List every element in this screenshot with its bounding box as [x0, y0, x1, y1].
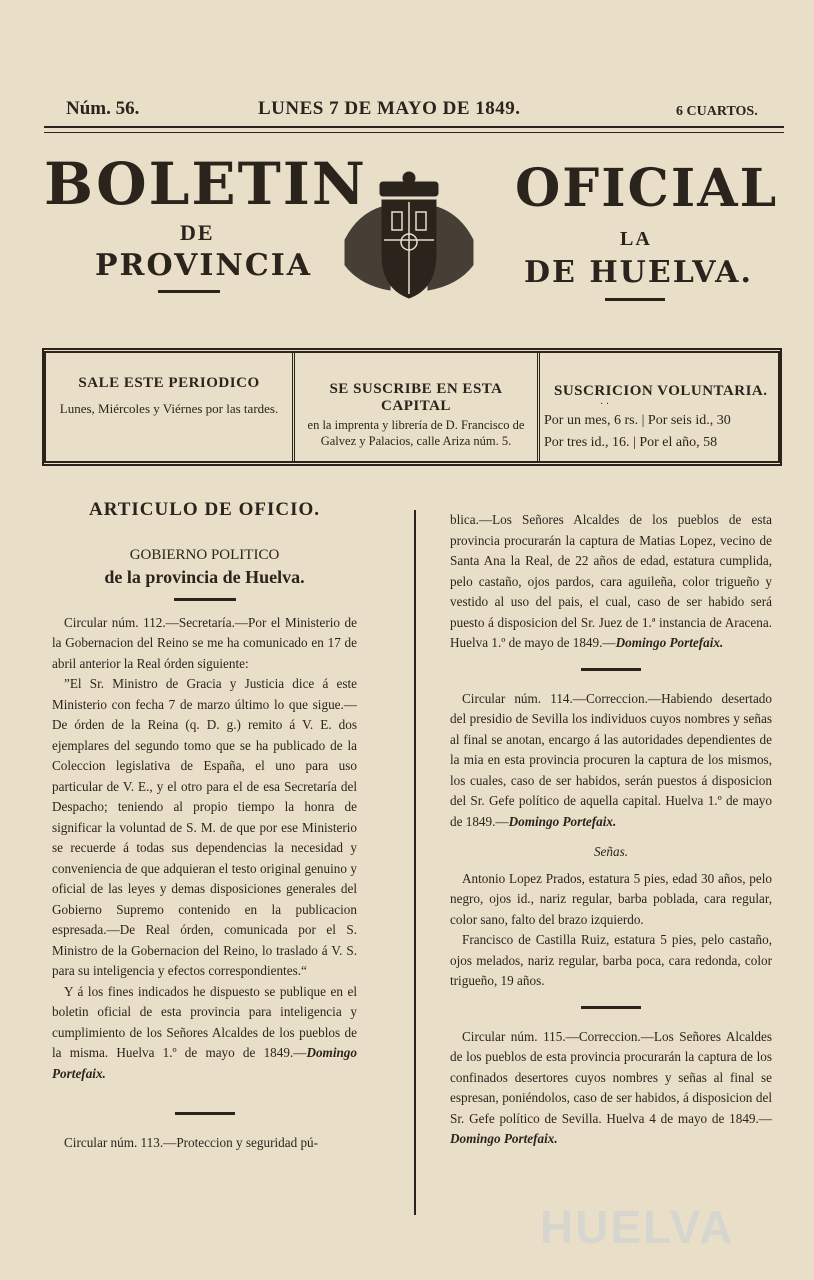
separator: [175, 1112, 235, 1115]
circular-114: [450, 689, 772, 833]
signature: Domingo Portefaix.: [450, 1131, 558, 1146]
subscribe-location-text: en la imprenta y librería de D. Francisco de Galvez y Palacios, calle Ariza núm. 5.: [307, 418, 525, 448]
separator: [581, 668, 641, 671]
circular-115: [450, 1027, 772, 1150]
masthead-de: DE: [180, 220, 215, 245]
subscription-prices-title: SUSCRICION VOLUNTARIA.: [554, 383, 768, 399]
signature: Domingo Portefaix.: [52, 1045, 357, 1081]
price-row-2: Por tres id., 16. | Por el año, 58: [544, 435, 718, 450]
masthead-bar-right: [605, 298, 665, 301]
subscribe-location-cell: [295, 353, 540, 461]
circular-112-closing: [52, 982, 357, 1085]
subscription-prices-cell: [540, 353, 780, 461]
senas-heading: Señas.: [593, 844, 629, 859]
section-heading: ARTICULO DE OFICIO.: [88, 499, 321, 520]
masthead-huelva: DE HUELVA.: [524, 255, 753, 290]
masthead-oficial: OFICIAL: [515, 158, 779, 219]
circular-113-text: blica.—Los Señores Alcaldes de los pueblos de esta provincia procurarán la captura de Matias Lopez, vecino de Santa Ana la Real, de 22 años de edad, estatura cumplida, pelo castaño, ojos pardos, cara aguileña, color trigueño y vestido al uso del pais, el cual, caso de ser habido será puesto á disposicion del Sr. Juez de 1.ª instancia de Aracena. Huelva 1.º de mayo de 1849.—: [450, 512, 772, 650]
library-watermark: HUELVA: [540, 1201, 735, 1253]
right-column: [450, 510, 772, 1150]
masthead-la: LA: [620, 228, 652, 250]
issue-date: LUNES 7 DE MAYO DE 1849.: [258, 98, 521, 119]
circular-114-text: Circular núm. 114.—Correccion.—Habiendo desertado del presidio de Sevilla los individuos cuyos nombres y señas al final se anotan, encargo á las autoridades dependientes de la mia en esta provincia procuren la captura de los mismos, los cuales, caso de ser habidos, serán puestos á disposicion del Sr. Gefe político de aquella capital. Huelva 1.º de mayo de 1849.—: [450, 690, 772, 829]
circular-113-start: Circular núm. 113.—Proteccion y seguridad pú-: [64, 1135, 319, 1150]
issue-number: Núm. 56.: [66, 98, 140, 119]
publication-days-cell: [46, 353, 295, 461]
circular-115-text: Circular núm. 115.—Correccion.—Los Señores Alcaldes de los pueblos de esta provincia procurarán la captura de los confinados desertores cuyos nombres y señas al final se espresan, poniéndolos, caso de ser habidos, á disposicion del Sr. Gefe político de Sevilla. Huelva 4 de mayo de 1849.—: [450, 1028, 772, 1126]
signature: Domingo Portefaix.: [508, 813, 617, 829]
left-column: [52, 500, 357, 1154]
subscribe-location-title: SE SUSCRIBE EN ESTA CAPITAL: [329, 381, 503, 414]
decorative-dots: · ·: [600, 399, 610, 410]
masthead-provincia: PROVINCIA: [95, 248, 313, 283]
government-heading: GOBIERNO POLITICO: [129, 546, 280, 563]
deserter-2: Francisco de Castilla Ruiz, estatura 5 pies, pelo castaño, ojos melados, nariz regular, barba poca, cara redonda, color trigueño, 19 años.: [450, 932, 772, 988]
publication-days-text: Lunes, Miércoles y Viérnes por las tardes.: [59, 401, 279, 416]
subscription-info-box: [42, 348, 782, 466]
circular-112-intro: Circular núm. 112.—Secretaría.—Por el Ministerio de la Gobernacion del Reino se me ha comunicado en 17 de abril anterior la Real órden siguiente:: [52, 614, 357, 671]
circular-112-closing-text: Y á los fines indicados he dispuesto se publique en el boletin oficial de esta provincia para inteligencia y cumplimiento de los Señores Alcaldes de los pueblos de la misma. Huelva 1.º de mayo de 1849.—: [52, 983, 357, 1060]
issue-price: 6 CUARTOS.: [676, 104, 758, 119]
masthead-boletin: BOLETIN: [44, 150, 367, 218]
coat-of-arms-icon: [340, 170, 478, 305]
header-rule-thin: [44, 132, 784, 133]
header-rule: [44, 126, 784, 128]
circular-112-body: ”El Sr. Ministro de Gracia y Justicia dice á este Ministerio con fecha 7 de marzo último lo que sigue.—De órden de la Reina (q. D. g.) remito á V. E. dos ejemplares del segundo tomo que se ha publicado de la Coleccion legislativa de España, el uno para uso particular de V. E., y el otro para el de esa Secretaría del Despacho; teniendo al propio tiempo la honra de significar la voluntad de S. M. de que por ese Ministerio se recuerde á todas sus dependencias la necesidad y conveniencia de que adquieran el testo original genuino y oficial de las leyes y demas disposiciones generales del Gobierno Supremo contenido en la publicacion espresada.—De Real órden, comunicada por el S. Ministro de la Gobernacion del Reino, lo traslado á V. S. para su inteligencia y efectos correspondientes.“: [52, 676, 357, 978]
masthead-bar-left: [158, 290, 220, 293]
circular-113-body: [450, 510, 772, 654]
signature: Domingo Portefaix.: [615, 635, 724, 650]
price-row-1: Por un mes, 6 rs. | Por seis id., 30: [544, 413, 731, 428]
deserter-1: Antonio Lopez Prados, estatura 5 pies, edad 30 años, pelo negro, ojos id., nariz regular, barba poblada, cara regular, color sano, falto del brazo izquierdo.: [450, 870, 772, 927]
separator: [581, 1006, 641, 1009]
province-heading: de la provincia de Huelva.: [104, 567, 305, 587]
publication-days-title: SALE ESTE PERIODICO: [78, 375, 260, 391]
separator: [174, 598, 236, 601]
column-divider: [414, 510, 416, 1215]
